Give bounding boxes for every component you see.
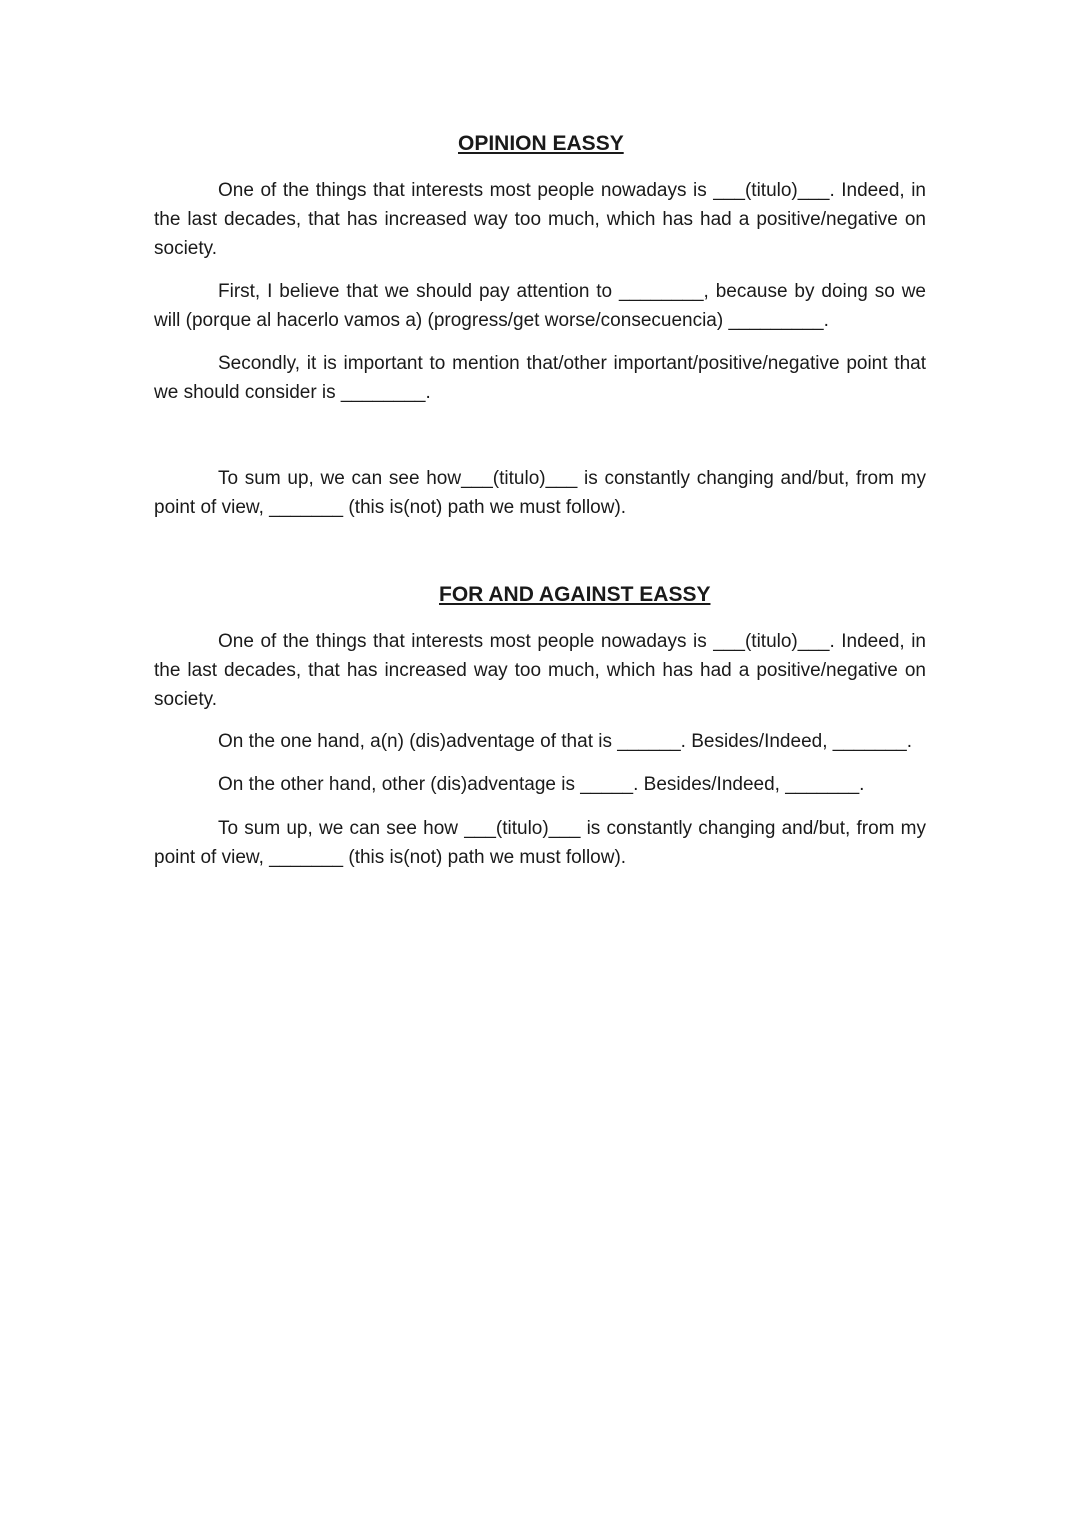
for-against-paragraph-1-block (154, 627, 926, 714)
opinion-paragraph-conclusion: To sum up, we can see how___(titulo)___ is constantly changing and/but, from my point of view, _______ (this is(not) path we must follow). (154, 468, 926, 518)
opinion-paragraph-intro: One of the things that interests most people nowadays is ___(titulo)___. Indeed, in the last decades, that has increased way too much, which has had a positive/negative on society. (154, 180, 926, 259)
for-against-paragraph-other-hand: On the other hand, other (dis)adventage is _____. Besides/Indeed, _______. (218, 774, 865, 795)
opinion-paragraph-4-block (154, 464, 926, 522)
opinion-paragraph-first: First, I believe that we should pay attention to ________, because by doing so we will (porque al hacerlo vamos a) (progress/get worse/consecuencia) _________. (154, 281, 926, 331)
for-against-paragraph-3-block (154, 770, 926, 799)
opinion-paragraph-1-block (154, 176, 926, 263)
opinion-essay-title: OPINION EASSY (458, 132, 624, 155)
opinion-paragraph-second: Secondly, it is important to mention that/other important/positive/negative point that we should consider is ________. (154, 353, 926, 403)
for-against-paragraph-intro: One of the things that interests most people nowadays is ___(titulo)___. Indeed, in the last decades, that has increased way too much, which has had a positive/negative on society. (154, 631, 926, 710)
for-against-essay-title: FOR AND AGAINST EASSY (439, 583, 711, 606)
for-against-paragraph-4-block (154, 814, 926, 872)
for-against-paragraph-conclusion: To sum up, we can see how ___(titulo)___ is constantly changing and/but, from my point of view, _______ (this is(not) path we must follow). (154, 818, 926, 868)
opinion-paragraph-3-block (154, 349, 926, 407)
opinion-paragraph-2-block (154, 277, 926, 335)
for-against-paragraph-2-block (154, 727, 926, 756)
for-against-paragraph-one-hand: On the one hand, a(n) (dis)adventage of that is ______. Besides/Indeed, _______. (218, 731, 913, 752)
